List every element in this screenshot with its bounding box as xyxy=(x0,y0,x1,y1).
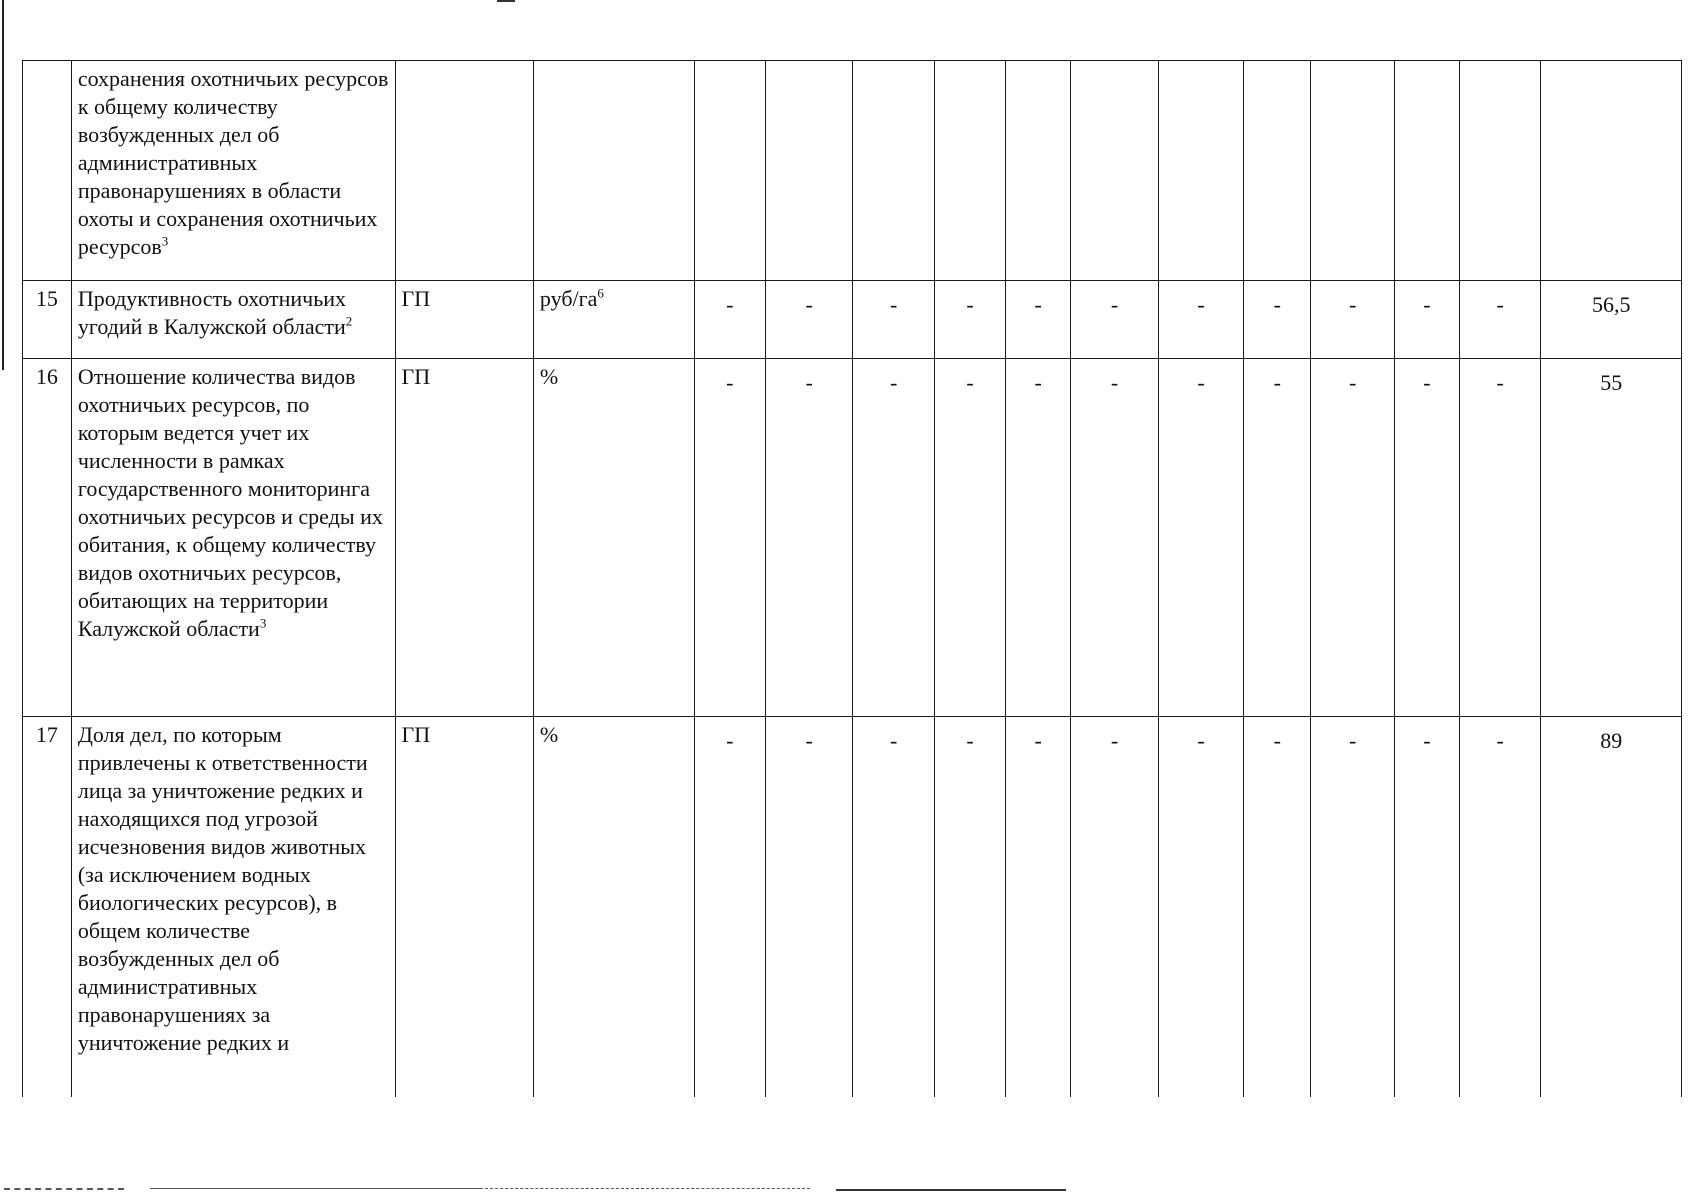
year-cell: - xyxy=(934,281,1005,359)
year-cell: - xyxy=(1311,717,1394,1097)
year-cell: - xyxy=(1244,281,1311,359)
year-cell: - xyxy=(765,281,853,359)
indicator-type: ГП xyxy=(395,281,533,359)
year-cell: - xyxy=(694,717,765,1097)
indicator-unit xyxy=(533,281,694,359)
year-cell xyxy=(1459,61,1540,281)
scan-artifact-line xyxy=(836,1189,1066,1191)
year-cell: - xyxy=(853,359,934,717)
table-row xyxy=(23,717,1682,1097)
indicator-name xyxy=(71,717,395,1097)
scan-artifact-line xyxy=(470,1188,810,1190)
year-cell: - xyxy=(853,281,934,359)
indicator-name xyxy=(71,281,395,359)
year-cell: - xyxy=(1394,717,1459,1097)
target-value: 89 xyxy=(1541,717,1682,1097)
year-cell: - xyxy=(1158,359,1243,717)
year-cell: - xyxy=(694,281,765,359)
year-cell: - xyxy=(1311,359,1394,717)
year-cell: - xyxy=(694,359,765,717)
year-cell: - xyxy=(1459,359,1540,717)
indicator-unit xyxy=(533,717,694,1097)
indicator-type: ГП xyxy=(395,359,533,717)
year-cell: - xyxy=(1311,281,1394,359)
year-cell xyxy=(934,61,1005,281)
row-number xyxy=(23,61,72,281)
row-number: 17 xyxy=(23,717,72,1097)
footnote-mark: 3 xyxy=(259,615,267,631)
row-number: 15 xyxy=(23,281,72,359)
table-row xyxy=(23,359,1682,717)
unit-text: % xyxy=(539,364,559,389)
year-cell: - xyxy=(765,359,853,717)
year-cell xyxy=(1244,61,1311,281)
indicator-name-text: Отношение количества видов охотничьих ресурсов, по которым ведется учет их численности в рамках государственного мониторинга охотничьих ресурсов и среды их обитания, к общему количеству видов охотничьих ресурсов, обитающих на территории Калужской области xyxy=(77,364,383,641)
indicator-unit xyxy=(533,359,694,717)
indicator-name xyxy=(71,359,395,717)
year-cell: - xyxy=(1158,717,1243,1097)
indicator-name-text: сохранения охотничьих ресурсов к общему количеству возбужденных дел об административных правонарушениях в области охоты и сохранения охотничьих ресурсов xyxy=(77,66,389,259)
table-row xyxy=(23,281,1682,359)
year-cell: - xyxy=(1158,281,1243,359)
year-cell xyxy=(694,61,765,281)
year-cell xyxy=(1394,61,1459,281)
year-cell: - xyxy=(934,717,1005,1097)
target-value: 55 xyxy=(1541,359,1682,717)
indicator-name-text: Доля дел, по которым привлечены к ответственности лица за уничтожение редких и находящихся под угрозой исчезновения видов животных (за исключением водных биологических ресурсов), в общем количестве возбужденных дел об административных правонарушениях за уничтожение редких и xyxy=(77,722,368,1055)
year-cell: - xyxy=(1006,717,1071,1097)
year-cell: - xyxy=(934,359,1005,717)
year-cell: - xyxy=(1006,281,1071,359)
indicator-type xyxy=(395,61,533,281)
target-value xyxy=(1541,61,1682,281)
year-cell: - xyxy=(1244,359,1311,717)
year-cell: - xyxy=(765,717,853,1097)
unit-text: руб/га xyxy=(539,286,598,311)
year-cell: - xyxy=(1459,717,1540,1097)
scan-artifact-line xyxy=(150,1188,480,1190)
table-row xyxy=(23,61,1682,281)
year-cell: - xyxy=(1071,359,1159,717)
unit-text: % xyxy=(539,722,559,747)
year-cell xyxy=(1071,61,1159,281)
footnote-mark: 3 xyxy=(161,233,169,249)
year-cell: - xyxy=(1006,359,1071,717)
indicator-name-text: Продуктивность охотничьих угодий в Калужской области xyxy=(77,286,347,339)
scan-artifact-line xyxy=(4,1188,124,1191)
year-cell xyxy=(1006,61,1071,281)
year-cell: - xyxy=(1071,717,1159,1097)
year-cell: - xyxy=(1071,281,1159,359)
year-cell: - xyxy=(853,717,934,1097)
indicators-table xyxy=(22,60,1682,1097)
year-cell xyxy=(765,61,853,281)
indicator-type: ГП xyxy=(395,717,533,1097)
year-cell: - xyxy=(1244,717,1311,1097)
footnote-mark: 2 xyxy=(345,313,353,329)
target-value: 56,5 xyxy=(1541,281,1682,359)
year-cell: - xyxy=(1394,281,1459,359)
footnote-mark: 6 xyxy=(597,285,604,301)
year-cell xyxy=(1311,61,1394,281)
year-cell: - xyxy=(1459,281,1540,359)
year-cell: - xyxy=(1394,359,1459,717)
scan-edge-line xyxy=(2,0,4,370)
year-cell xyxy=(1158,61,1243,281)
indicator-name xyxy=(71,61,395,281)
year-cell xyxy=(853,61,934,281)
scan-mark xyxy=(497,0,515,2)
row-number: 16 xyxy=(23,359,72,717)
indicator-unit xyxy=(533,61,694,281)
